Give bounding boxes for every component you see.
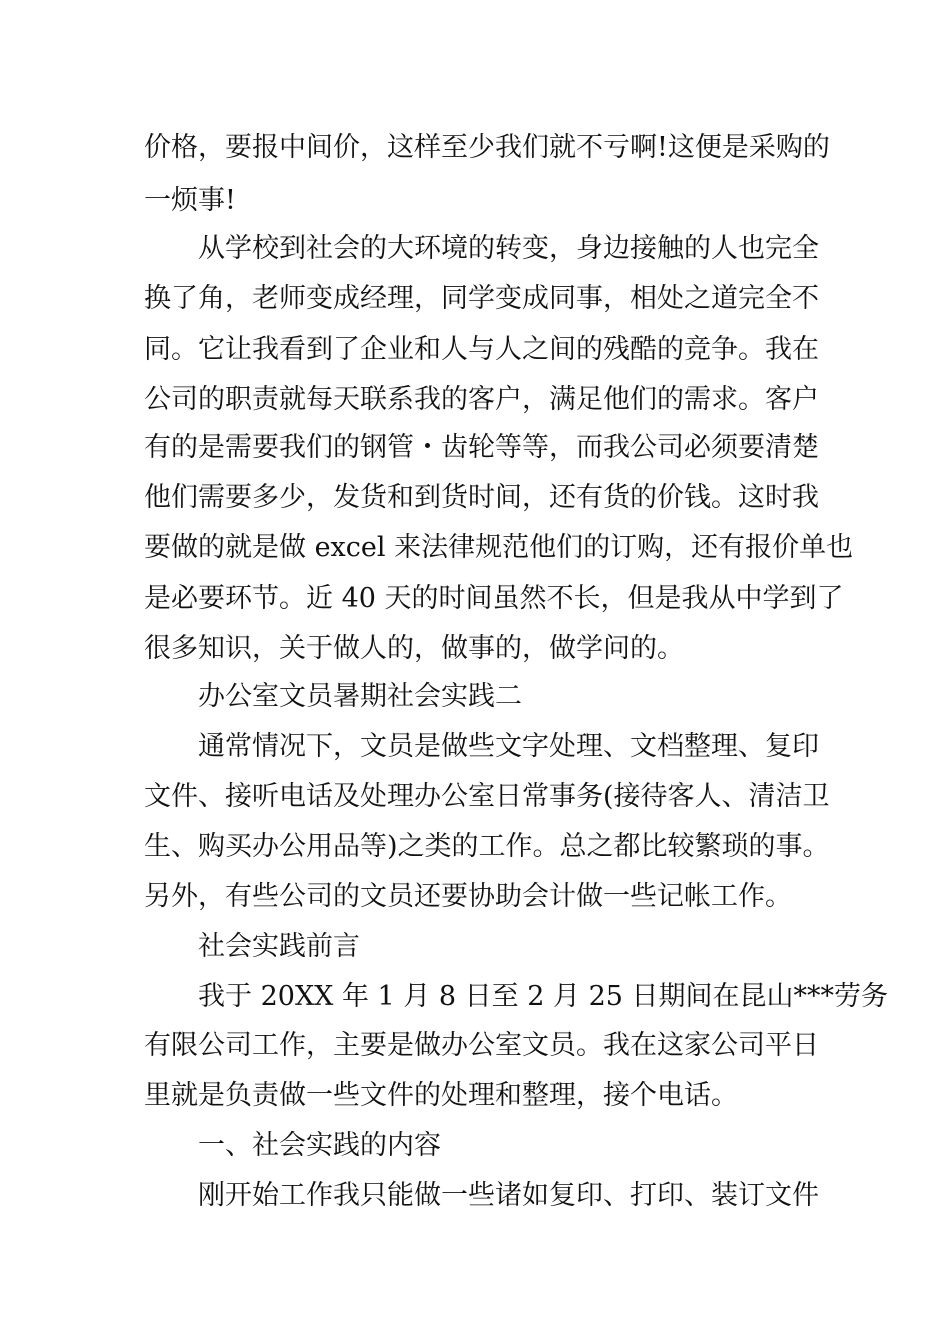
text-line: 有限公司工作，主要是做办公室文员。我在这家公司平日 <box>144 1030 819 1061</box>
text-line: 价格，要报中间价，这样至少我们就不亏啊!这便是采购的 <box>144 132 830 163</box>
text-line: 同。它让我看到了企业和人与人之间的残酷的竞争。我在 <box>144 334 819 365</box>
text-line: 公司的职责就每天联系我的客户，满足他们的需求。客户 <box>144 384 819 415</box>
text-line: 从学校到社会的大环境的转变，身边接触的人也完全 <box>198 233 819 264</box>
text-line: 刚开始工作我只能做一些诸如复印、打印、装订文件 <box>198 1180 819 1211</box>
text-line: 文件、接听电话及处理办公室日常事务(接待客人、清洁卫 <box>144 781 830 812</box>
text-line: 是必要环节。近 40 天的时间虽然不长，但是我从中学到了 <box>144 583 844 614</box>
text-line: 生、购买办公用品等)之类的工作。总之都比较繁琐的事。 <box>144 831 830 862</box>
text-line: 另外，有些公司的文员还要协助会计做一些记帐工作。 <box>144 881 792 912</box>
section-heading: 办公室文员暑期社会实践二 <box>198 681 522 712</box>
text-line: 里就是负责做一些文件的处理和整理，接个电话。 <box>144 1080 738 1111</box>
text-line: 他们需要多少，发货和到货时间，还有货的价钱。这时我 <box>144 482 819 513</box>
text-line: 有的是需要我们的钢管・齿轮等等，而我公司必须要清楚 <box>144 432 819 463</box>
text-line: 我于 20XX 年 1 月 8 日至 2 月 25 日期间在昆山***劳务 <box>198 981 889 1012</box>
text-line: 一烦事! <box>144 185 236 216</box>
text-line: 换了角，老师变成经理，同学变成同事，相处之道完全不 <box>144 283 819 314</box>
text-line: 要做的就是做 excel 来法律规范他们的订购，还有报价单也 <box>144 532 854 563</box>
section-heading: 社会实践前言 <box>198 931 360 962</box>
section-heading: 一、社会实践的内容 <box>198 1130 441 1161</box>
text-line: 很多知识，关于做人的，做事的，做学问的。 <box>144 633 684 664</box>
text-line: 通常情况下，文员是做些文字处理、文档整理、复印 <box>198 731 819 762</box>
